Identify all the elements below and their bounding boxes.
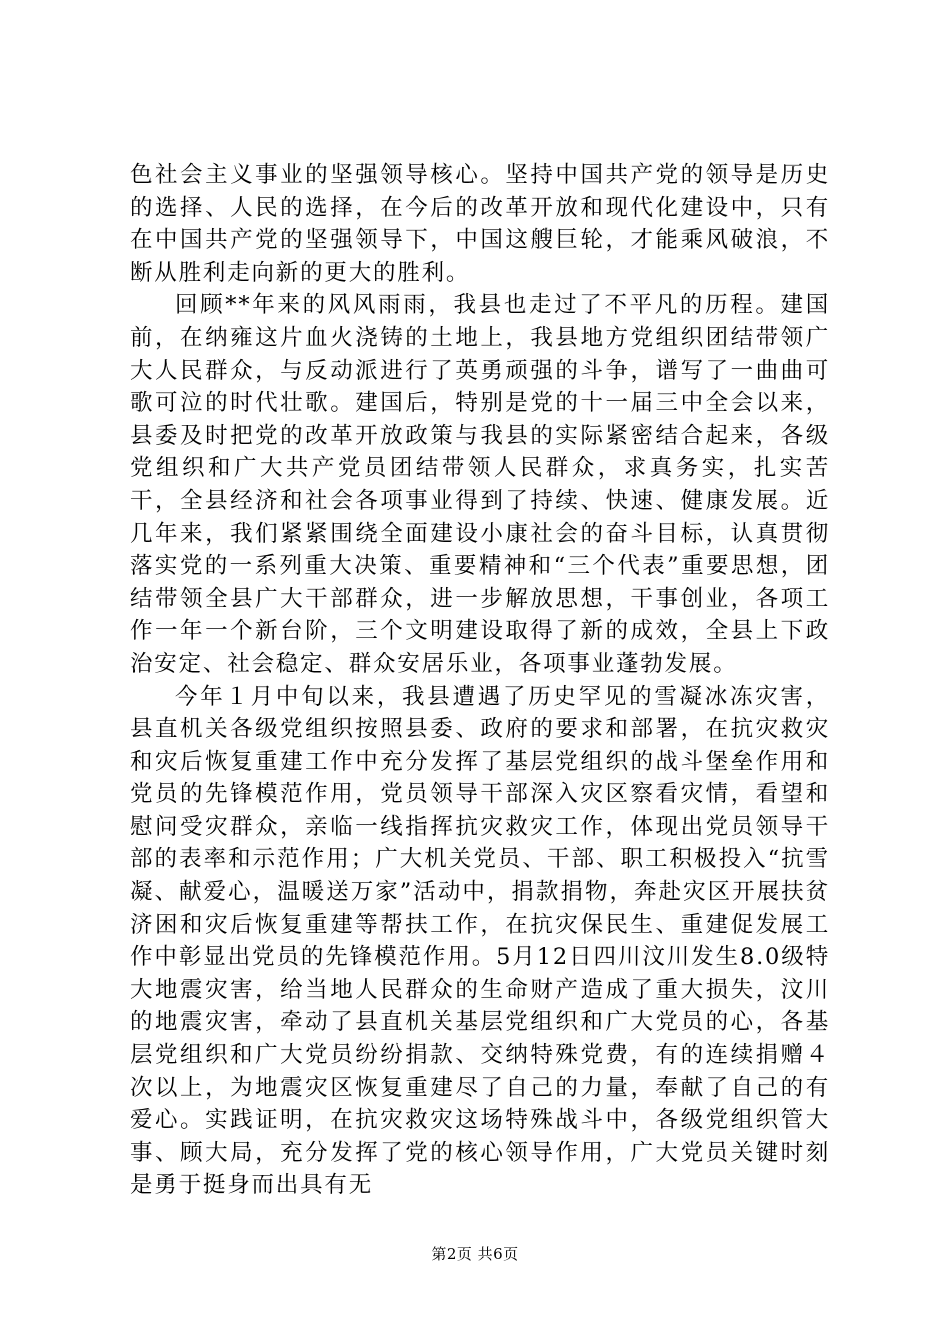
paragraph-continuation: 色社会主义事业的坚强领导核心。坚持中国共产党的领导是历史的选择、人民的选择，在今后的改革开放和现代化建设中，只有在中国共产党的坚强领导下，中国这艘巨轮，才能乘风破浪，不断从胜利走向新的更大的胜利。 — [130, 162, 830, 286]
paragraph-history-review: 回顾**年来的风风雨雨，我县也走过了不平凡的历程。建国前，在纳雍这片血火浇铸的土地上，我县地方党组织团结带领广大人民群众，与反动派进行了英勇顽强的斗争，谱写了一曲曲可歌可泣的时代壮歌。建国后，特别是党的十一届三中全会以来，县委及时把党的改革开放政策与我县的实际紧密结合起来，各级党组织和广大共产党员团结带领人民群众，求真务实，扎实苦干，全县经济和社会各项事业得到了持续、快速、健康发展。近几年来，我们紧紧围绕全面建设小康社会的奋斗目标，认真贯彻落实党的一系列重大决策、重要精神和“三个代表”重要思想，团结带领全县广大干部群众，进一步解放思想，干事创业，各项工作一年一个新台阶，三个文明建设取得了新的成效，全县上下政治安定、社会稳定、群众安居乐业，各项事业蓬勃发展。 — [130, 292, 830, 677]
paragraph-disaster-relief: 今年１月中旬以来，我县遭遇了历史罕见的雪凝冰冻灾害，县直机关各级党组织按照县委、政府的要求和部署，在抗灾救灾和灾后恢复重建工作中充分发挥了基层党组织的战斗堡垒作用和党员的先锋模范作用，党员领导干部深入灾区察看灾情，看望和慰问受灾群众，亲临一线指挥抗灾救灾工作，体现出党员领导干部的表率和示范作用；广大机关党员、干部、职工积极投入“抗雪凝、献爱心，温暖送万家”活动中，捐款捐物，奔赴灾区开展扶贫济困和灾后恢复重建等帮扶工作，在抗灾保民生、重建促发展工作中彰显出党员的先锋模范作用。5月12日四川汶川发生8.0级特大地震灾害，给当地人民群众的生命财产造成了重大损失，汶川的地震灾害，牵动了县直机关基层党组织和广大党员的心，各基层党组织和广大党员纷纷捐款、交纳特殊党费，有的连续捐赠４次以上，为地震灾区恢复重建尽了自己的力量，奉献了自己的有爱心。实践证明，在抗灾救灾这场特殊战斗中，各级党组织管大事、顾大局，充分发挥了党的核心领导作用，广大党员关键时刻是勇于挺身而出具有无 — [130, 683, 830, 1199]
body-text — [130, 159, 830, 1202]
page-number-footer: 第2页 共6页 — [431, 1245, 519, 1263]
